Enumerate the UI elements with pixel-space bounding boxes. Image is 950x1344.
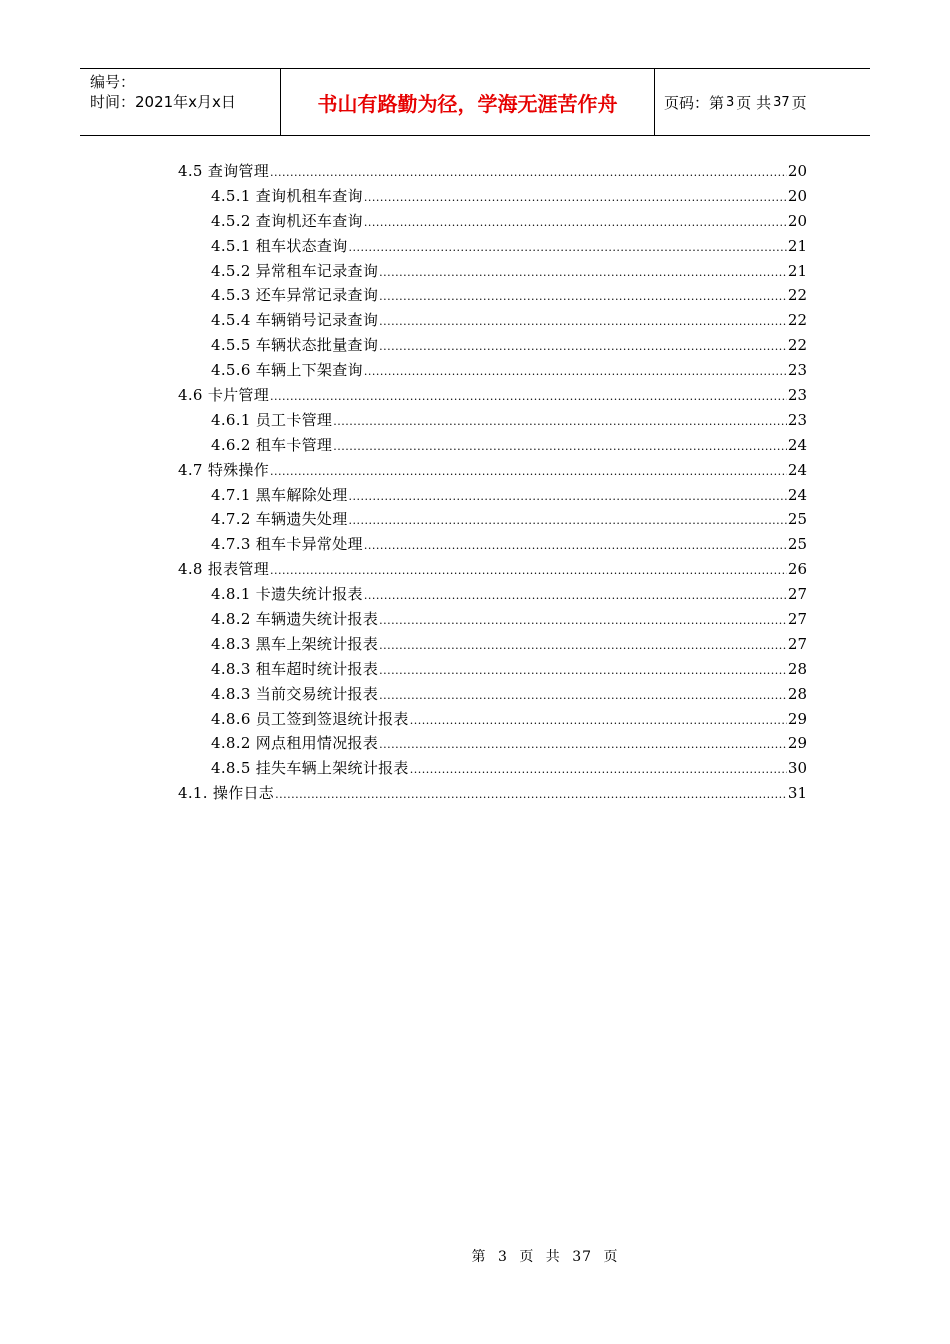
toc-entry[interactable]: [178, 607, 807, 632]
footer-prefix: 第: [471, 1249, 487, 1265]
toc-entry-label: 4.7.2 车辆遗失处理: [211, 510, 348, 529]
toc-entry-label: 4.8.1 卡遗失统计报表: [211, 585, 363, 604]
toc-entry-page: 22: [787, 311, 807, 330]
page-footer: [0, 1246, 950, 1266]
toc-entry-label: 4.5.2 查询机还车查询: [211, 211, 363, 230]
toc-entry-label: 4.1. 操作日志: [178, 784, 275, 803]
toc-leader-dots: [379, 733, 787, 758]
header-meta: [80, 69, 281, 135]
toc-entry-label: 4.6 卡片管理: [178, 386, 270, 405]
toc-entry-page: 22: [787, 336, 807, 355]
toc-leader-dots: [364, 584, 787, 609]
toc-entry[interactable]: [178, 632, 807, 657]
toc-leader-dots: [410, 709, 787, 734]
toc-entry-page: 26: [787, 560, 807, 579]
toc-entry[interactable]: [178, 209, 807, 234]
toc-entry-label: 4.5.3 还车异常记录查询: [211, 286, 379, 305]
toc-entry[interactable]: [178, 532, 807, 557]
toc-entry-label: 4.8.2 网点租用情况报表: [211, 734, 379, 753]
toc-entry[interactable]: [178, 582, 807, 607]
toc-leader-dots: [275, 783, 787, 808]
toc-entry-label: 4.7.1 黑车解除处理: [211, 485, 348, 504]
toc-entry[interactable]: [178, 383, 807, 408]
toc-entry-label: 4.6.1 员工卡管理: [211, 410, 333, 429]
toc-entry[interactable]: [178, 707, 807, 732]
header-motto: 书山有路勤为径，学海无涯苦作舟: [281, 69, 655, 135]
toc-entry-page: 21: [787, 261, 807, 280]
toc-leader-dots: [379, 684, 787, 709]
toc-entry-page: 31: [787, 784, 807, 803]
toc-entry-page: 27: [787, 585, 807, 604]
toc-entry-label: 4.7 特殊操作: [178, 460, 270, 479]
toc-leader-dots: [379, 335, 787, 360]
toc-entry-page: 20: [787, 186, 807, 205]
toc-entry[interactable]: [178, 731, 807, 756]
header-page-mid: 页 共: [736, 93, 772, 112]
toc-leader-dots: [270, 161, 787, 186]
toc-entry-page: 29: [787, 709, 807, 728]
toc-entry-page: 24: [787, 435, 807, 454]
toc-entry-label: 4.8 报表管理: [178, 560, 270, 579]
toc-leader-dots: [364, 534, 787, 559]
toc-entry-page: 24: [787, 460, 807, 479]
toc-entry-label: 4.5.1 查询机租车查询: [211, 186, 363, 205]
toc-entry-label: 4.5 查询管理: [178, 162, 270, 180]
toc-entry-page: 29: [787, 734, 807, 753]
toc-leader-dots: [379, 261, 787, 286]
toc-entry-page: 25: [787, 510, 807, 529]
toc-entry-page: 21: [787, 236, 807, 255]
toc-entry-label: 4.6.2 租车卡管理: [211, 435, 333, 454]
toc-leader-dots: [270, 559, 787, 584]
toc-entry[interactable]: [178, 308, 807, 333]
toc-entry-page: 27: [787, 610, 807, 629]
toc-entry[interactable]: [178, 557, 807, 582]
toc-entry-label: 4.5.4 车辆销号记录查询: [211, 311, 379, 330]
toc-leader-dots: [379, 634, 787, 659]
toc-leader-dots: [333, 435, 787, 460]
toc-entry-page: 28: [787, 684, 807, 703]
toc-entry-label: 4.5.5 车辆状态批量查询: [211, 336, 379, 355]
toc-entry[interactable]: [178, 159, 807, 184]
toc-entry-page: 25: [787, 535, 807, 554]
toc-entry[interactable]: [178, 259, 807, 284]
toc-leader-dots: [379, 659, 787, 684]
toc-leader-dots: [364, 211, 787, 236]
toc-entry-label: 4.8.2 车辆遗失统计报表: [211, 610, 379, 629]
toc-entry-label: 4.8.3 当前交易统计报表: [211, 684, 379, 703]
footer-mid2: 共: [545, 1249, 561, 1265]
toc-entry-label: 4.8.3 黑车上架统计报表: [211, 634, 379, 653]
toc-entry[interactable]: [178, 483, 807, 508]
doc-time-label: 时间：2021年x月x日: [90, 93, 236, 111]
toc-entry-label: 4.5.2 异常租车记录查询: [211, 261, 379, 280]
toc-entry-page: 28: [787, 659, 807, 678]
toc-entry-page: 23: [787, 386, 807, 405]
toc-entry[interactable]: [178, 507, 807, 532]
header-page-total: 37: [773, 94, 790, 110]
toc-entry-label: 4.8.5 挂失车辆上架统计报表: [211, 759, 409, 778]
table-of-contents: [178, 159, 807, 806]
toc-leader-dots: [349, 236, 787, 261]
toc-leader-dots: [349, 485, 787, 510]
toc-entry[interactable]: [178, 682, 807, 707]
toc-leader-dots: [333, 410, 787, 435]
toc-entry[interactable]: [178, 408, 807, 433]
toc-entry[interactable]: [178, 333, 807, 358]
toc-entry-label: 4.5.1 租车状态查询: [211, 236, 348, 255]
doc-id-label: 编号：: [90, 73, 136, 91]
toc-leader-dots: [410, 758, 787, 783]
footer-mid1: 页: [519, 1249, 535, 1265]
toc-leader-dots: [349, 509, 787, 534]
toc-leader-dots: [379, 310, 787, 335]
toc-entry[interactable]: [178, 283, 807, 308]
toc-entry-page: 23: [787, 361, 807, 380]
toc-leader-dots: [270, 460, 787, 485]
toc-entry-label: 4.5.6 车辆上下架查询: [211, 361, 363, 380]
toc-entry[interactable]: [178, 358, 807, 383]
header-page-current: 3: [726, 94, 735, 110]
toc-entry-page: 27: [787, 634, 807, 653]
toc-entry[interactable]: [178, 234, 807, 259]
toc-leader-dots: [379, 609, 787, 634]
toc-leader-dots: [379, 285, 787, 310]
toc-entry-page: 20: [787, 162, 807, 180]
toc-entry-page: 22: [787, 286, 807, 305]
toc-leader-dots: [270, 385, 787, 410]
footer-total-pages: 37: [572, 1249, 593, 1265]
header-page-prefix: 页码：第: [664, 93, 725, 112]
toc-leader-dots: [364, 186, 787, 211]
toc-leader-dots: [364, 360, 787, 385]
toc-entry-page: 30: [787, 759, 807, 778]
toc-entry[interactable]: [178, 657, 807, 682]
toc-entry-page: 20: [787, 211, 807, 230]
header-page-suffix: 页: [791, 93, 807, 112]
toc-entry[interactable]: [178, 433, 807, 458]
page-header: [80, 68, 870, 136]
toc-entry[interactable]: [178, 781, 807, 806]
toc-entry[interactable]: [178, 756, 807, 781]
toc-entry-label: 4.7.3 租车卡异常处理: [211, 535, 363, 554]
header-page-info: [655, 69, 870, 135]
toc-entry-label: 4.8.6 员工签到签退统计报表: [211, 709, 409, 728]
toc-entry-page: 24: [787, 485, 807, 504]
footer-suffix: 页: [603, 1249, 619, 1265]
footer-current-page: 3: [497, 1249, 508, 1265]
toc-entry-label: 4.8.3 租车超时统计报表: [211, 659, 379, 678]
toc-entry[interactable]: [178, 458, 807, 483]
toc-entry[interactable]: [178, 184, 807, 209]
toc-entry-page: 23: [787, 410, 807, 429]
